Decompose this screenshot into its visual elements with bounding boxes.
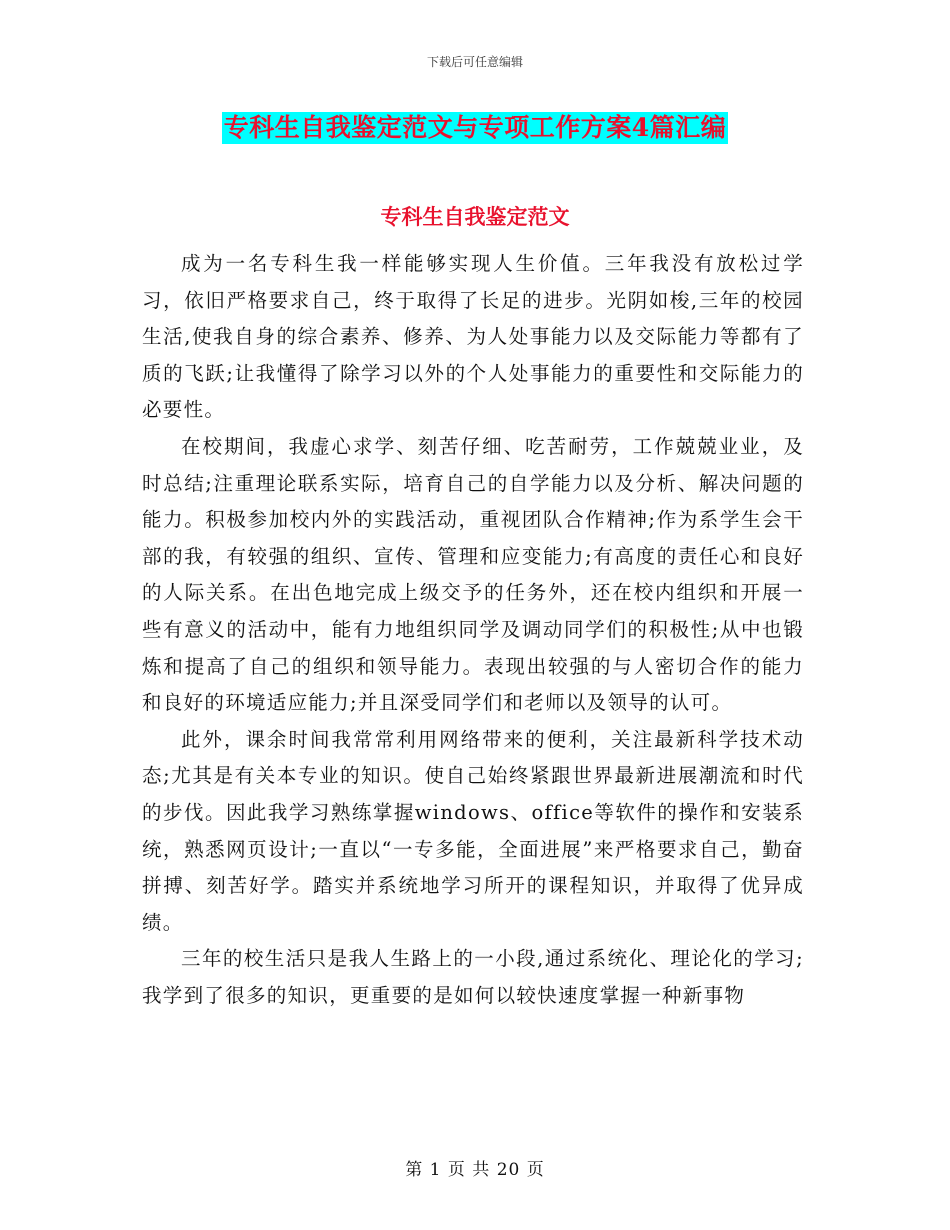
page-header: 下载后可任意编辑 (426, 55, 523, 69)
document-title: 专科生自我鉴定范文与专项工作方案4篇汇编 (223, 113, 727, 142)
document-body (142, 246, 804, 1014)
body-paragraph: 在校期间，我虚心求学、刻苦仔细、吃苦耐劳，工作兢兢业业，及时总结;注重理论联系实际，培育自己的自学能力以及分析、解决问题的能力。积极参加校内外的实践活动，重视团队合作精神;作为系学生会干部的我，有较强的组织、宣传、管理和应变能力;有高度的责任心和良好的人际关系。在出色地完成上级交予的任务外，还在校内组织和开展一些有意义的活动中，能有力地组织同学及调动同学们的积极性;从中也锻炼和提高了自己的组织和领导能力。表现出较强的与人密切合作的能力和良好的环境适应能力;并且深受同学们和老师以及领导的认可。 (142, 434, 804, 715)
body-paragraph: 此外，课余时间我常常利用网络带来的便利，关注最新科学技术动态;尤其是有关本专业的知识。使自己始终紧跟世界最新进展潮流和时代的步伐。因此我学习熟练掌握windows、office等软件的操作和安装系统，熟悉网页设计;一直以“一专多能，全面进展”来严格要求自己，勤奋拼搏、刻苦好学。踏实并系统地学习所开的课程知识，并取得了优异成绩。 (142, 727, 804, 934)
document-title-container (0, 112, 950, 144)
page-number-footer: 第 1 页 共 20 页 (405, 1160, 545, 1180)
section-title: 专科生自我鉴定范文 (380, 204, 570, 229)
body-paragraph: 三年的校生活只是我人生路上的一小段,通过系统化、理论化的学习;我学到了很多的知识，更重要的是如何以较快速度掌握一种新事物 (142, 947, 804, 1007)
body-paragraph: 成为一名专科生我一样能够实现人生价值。三年我没有放松过学习，依旧严格要求自己，终于取得了长足的进步。光阴如梭,三年的校园生活,使我自身的综合素养、修养、为人处事能力以及交际能力等都有了质的飞跃;让我懂得了除学习以外的个人处事能力的重要性和交际能力的必要性。 (142, 252, 804, 422)
